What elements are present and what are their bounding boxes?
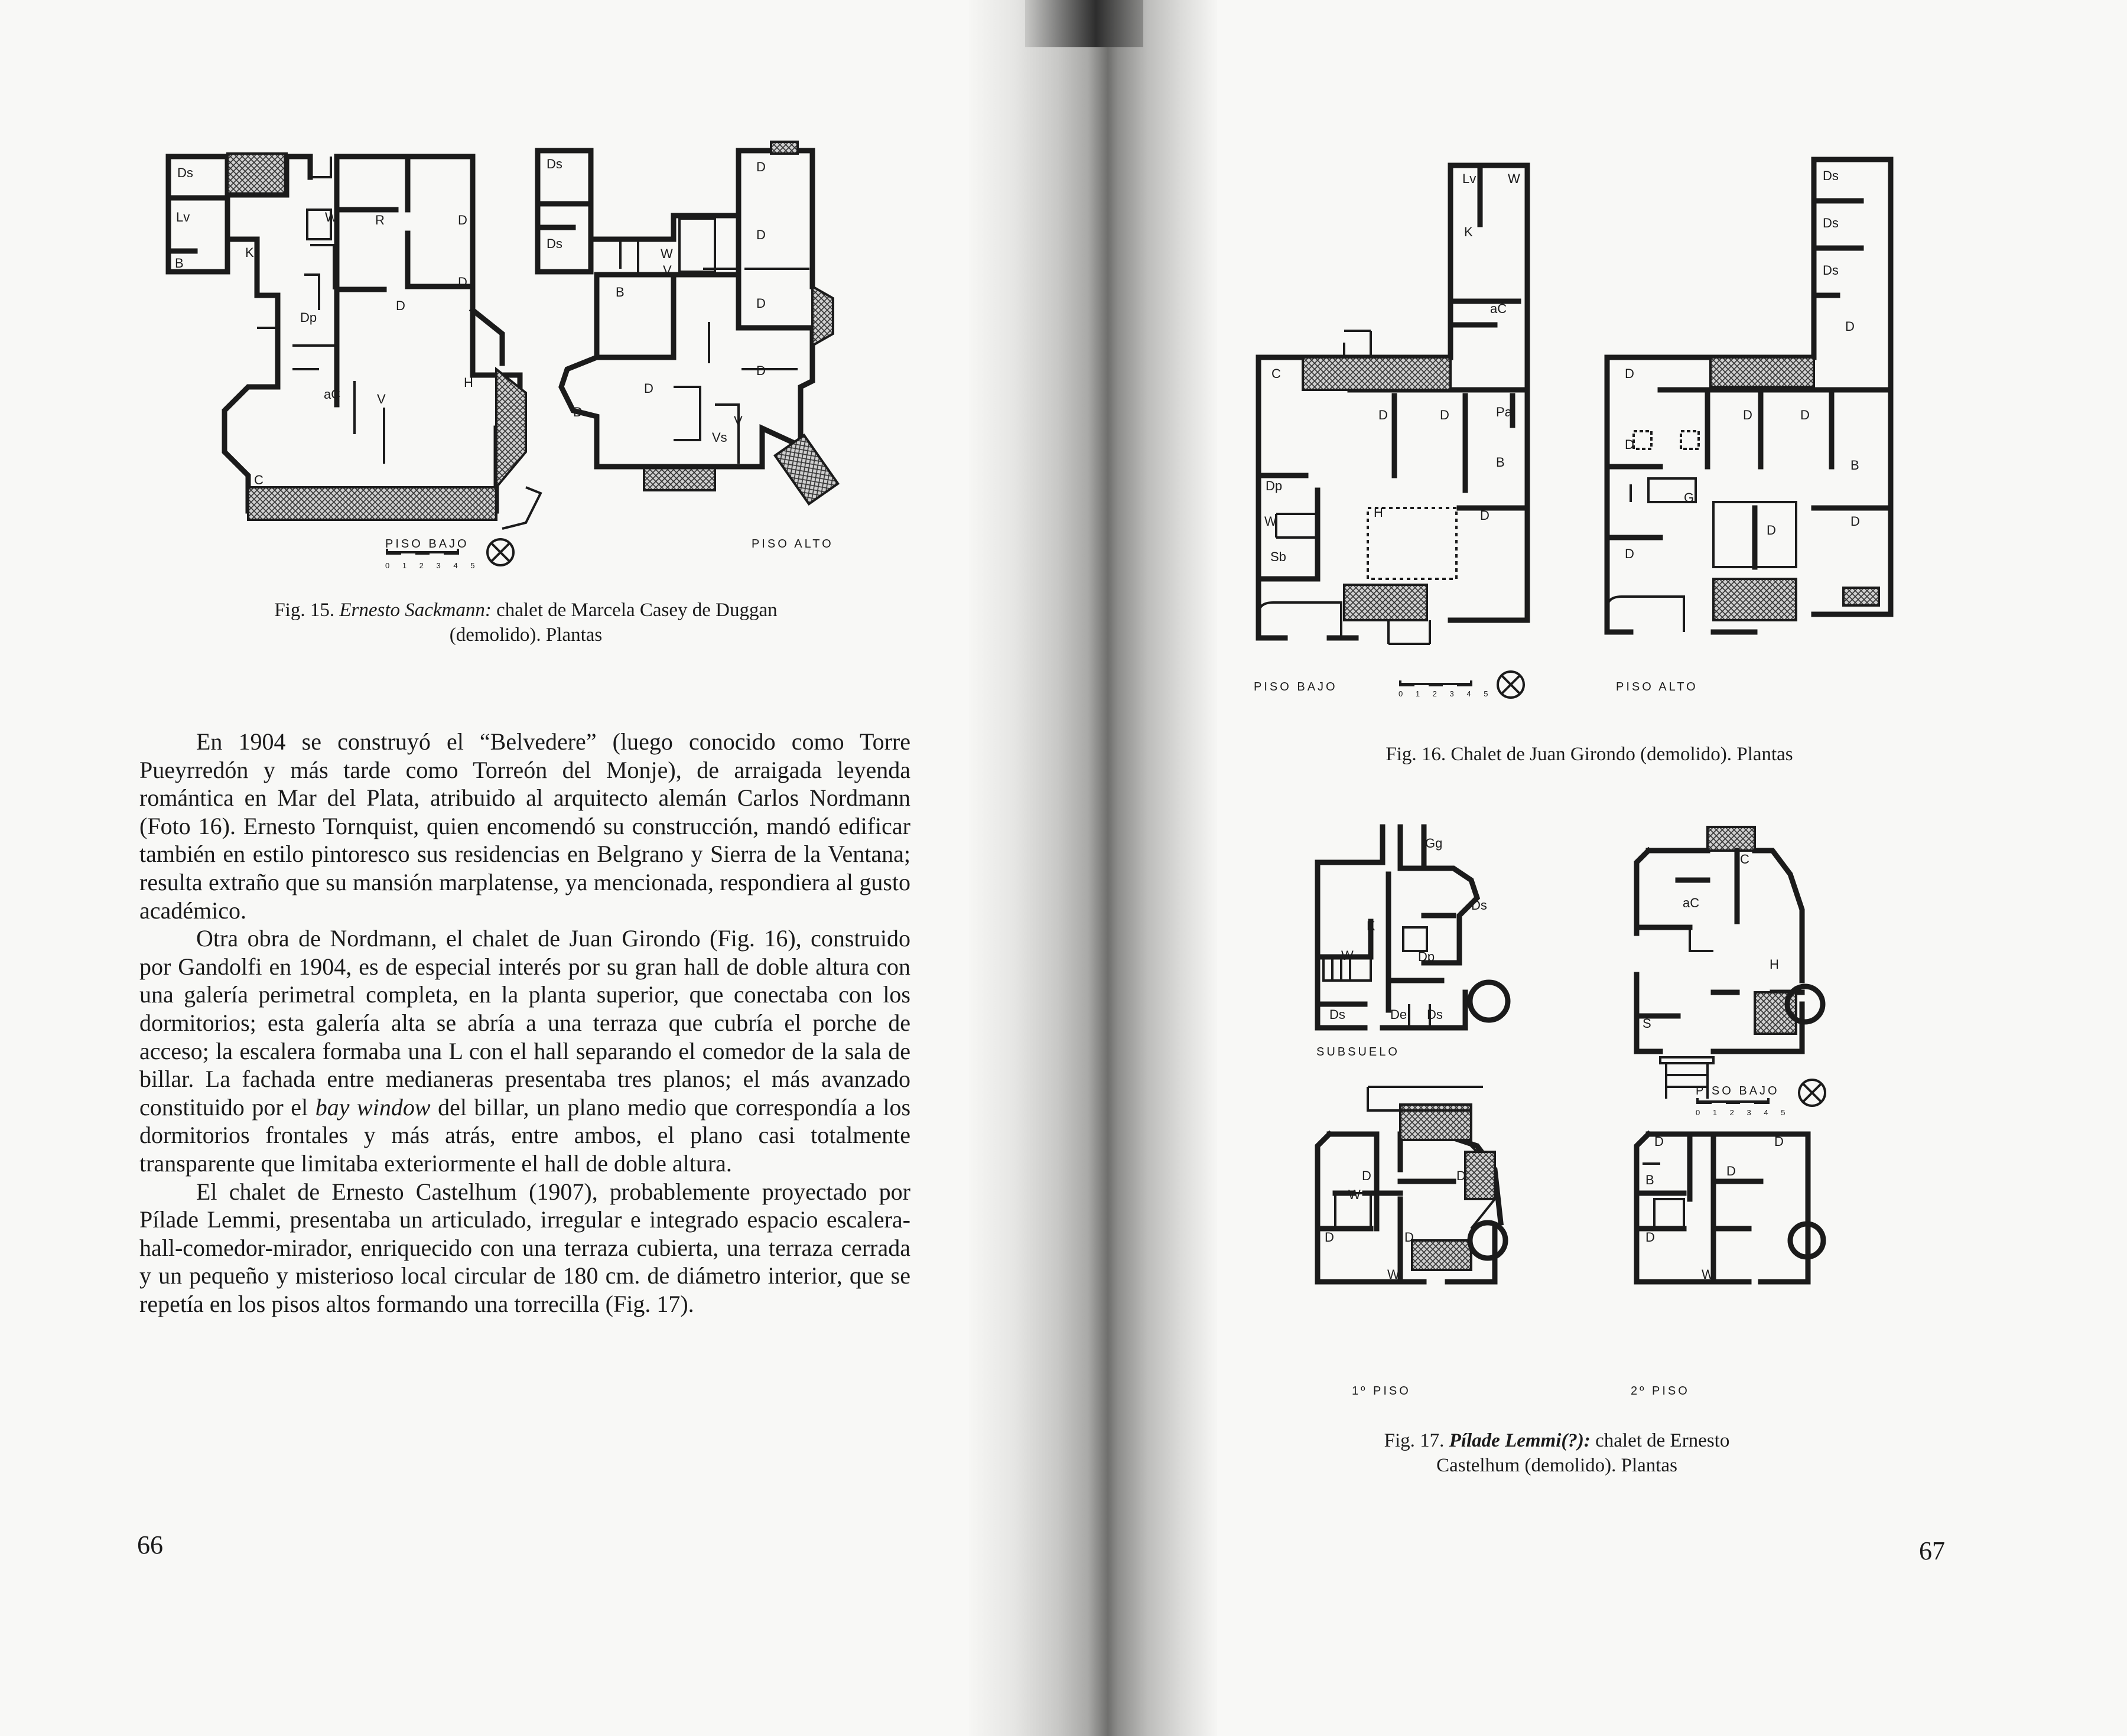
fig17-ground-plan bbox=[1637, 827, 1823, 1099]
paragraph-3: El chalet de Ernesto Castelhum (1907), probablemente proyectado por Pílade Lemmi, presentaba un articulado, irregular e integrado espacio escalera-hall-comedor-mirador, enriquecido con una terraza cubierta, una terraza cerrada y un pequeño y misterioso local circular de 180 cm. de diámetro interior, que se repetía en los pisos altos formando una torrecilla (Fig. 17). bbox=[139, 1178, 910, 1317]
fig15-caption-line2: (demolido). Plantas bbox=[449, 624, 603, 646]
page-number-left: 66 bbox=[137, 1530, 163, 1559]
svg-text:D: D bbox=[1625, 437, 1634, 452]
fig15-north-arrow bbox=[484, 536, 516, 568]
svg-text:D: D bbox=[1845, 319, 1855, 334]
fig17-scale-numbers: 0 1 2 3 4 5 bbox=[1696, 1108, 1791, 1117]
svg-text:D: D bbox=[1456, 1168, 1466, 1183]
svg-text:D: D bbox=[1774, 1134, 1784, 1149]
svg-text:D: D bbox=[756, 227, 766, 242]
svg-text:Ds: Ds bbox=[1823, 263, 1839, 278]
fig15-caption bbox=[177, 598, 874, 647]
page-number-right: 67 bbox=[1919, 1536, 1945, 1565]
fig16-scale-numbers: 0 1 2 3 4 5 bbox=[1399, 689, 1494, 698]
figure17-floorplans bbox=[1300, 815, 1867, 1359]
svg-text:Dp: Dp bbox=[1418, 949, 1435, 964]
svg-text:D: D bbox=[1645, 1230, 1655, 1245]
fig16-label-upper: PISO ALTO bbox=[1616, 680, 1698, 693]
svg-text:Dp: Dp bbox=[300, 310, 317, 325]
svg-text:W: W bbox=[661, 246, 673, 261]
svg-text:Dp: Dp bbox=[1266, 478, 1283, 493]
svg-text:D: D bbox=[1362, 1168, 1371, 1183]
svg-text:D: D bbox=[1625, 546, 1634, 561]
svg-text:K: K bbox=[1367, 919, 1375, 933]
svg-text:D: D bbox=[458, 275, 467, 289]
fig17-first-plan bbox=[1318, 1087, 1505, 1282]
gutter-shadow bbox=[1025, 0, 1143, 47]
fig17-caption bbox=[1303, 1428, 1811, 1478]
svg-text:C: C bbox=[1271, 366, 1281, 381]
svg-text:D: D bbox=[1743, 408, 1752, 422]
svg-text:G: G bbox=[1684, 490, 1695, 505]
svg-text:D: D bbox=[756, 363, 766, 378]
svg-text:D: D bbox=[1767, 523, 1776, 538]
fig17-caption-line2: Castelhum (demolido). Plantas bbox=[1436, 1455, 1677, 1476]
figure15-floorplans bbox=[160, 133, 904, 582]
svg-text:C: C bbox=[254, 473, 264, 487]
fig16-caption: Fig. 16. Chalet de Juan Girondo (demolido). Plantas bbox=[1386, 744, 1793, 765]
svg-text:D: D bbox=[1404, 1230, 1414, 1245]
svg-text:W: W bbox=[1508, 171, 1520, 186]
svg-text:D: D bbox=[756, 296, 766, 311]
svg-text:Ds: Ds bbox=[1471, 898, 1487, 913]
svg-text:W: W bbox=[1387, 1267, 1400, 1282]
svg-text:D: D bbox=[1480, 508, 1489, 523]
svg-text:Lv: Lv bbox=[176, 210, 190, 224]
fig15-caption-prefix: Fig. 15. bbox=[274, 600, 335, 621]
svg-text:Ds: Ds bbox=[1427, 1007, 1443, 1022]
figure16-floorplans bbox=[1247, 154, 1908, 673]
svg-text:H: H bbox=[1374, 505, 1383, 520]
fig17-caption-rest: chalet de Ernesto bbox=[1595, 1430, 1730, 1451]
svg-text:D: D bbox=[396, 298, 405, 313]
svg-text:D: D bbox=[1726, 1164, 1736, 1178]
svg-text:D: D bbox=[573, 405, 583, 419]
fig17-label-first: 1º PISO bbox=[1352, 1385, 1411, 1398]
fig15-caption-rest: chalet de Marcela Casey de Duggan bbox=[496, 600, 778, 621]
svg-text:V: V bbox=[734, 413, 743, 428]
fig17-caption-prefix: Fig. 17. bbox=[1384, 1430, 1445, 1451]
fig15-upper-plan bbox=[538, 142, 838, 504]
fig15-label-ground: PISO BAJO bbox=[385, 538, 469, 551]
svg-text:Ds: Ds bbox=[547, 157, 562, 171]
svg-text:W: W bbox=[1702, 1267, 1714, 1282]
svg-text:aC: aC bbox=[1683, 895, 1700, 910]
svg-text:D: D bbox=[756, 159, 766, 174]
svg-text:Lv: Lv bbox=[1462, 171, 1476, 186]
paragraph-2: Otra obra de Nordmann, el chalet de Juan Girondo (Fig. 16), construido por Gandolfi en 1904, es de especial interés por su gran hall de doble altura con una galería perimetral completa, en la planta superior, que conectaba con los dormitorios; esta galería alta se abría a una terraza que cubría el porche de acceso; la escalera formaba una L con el hall separando el comedor de la sala de billar. La fachada entre medianeras presentaba tres planos; el más avanzado constituido por el bay window del billar, un plano medio que correspondía a los dormitorios frontales y más atrás, entre ambos, el plano casi totalmente transparente que limitaba exteriormente el hall de doble altura. bbox=[139, 925, 911, 1177]
book-gutter bbox=[969, 0, 1217, 1736]
svg-text:K: K bbox=[245, 245, 254, 260]
svg-text:D: D bbox=[1378, 408, 1388, 422]
svg-text:Sb: Sb bbox=[1270, 549, 1286, 564]
svg-text:W: W bbox=[1341, 948, 1354, 963]
fig16-north-arrow bbox=[1495, 669, 1527, 701]
svg-text:K: K bbox=[1464, 224, 1473, 239]
fig17-north-arrow bbox=[1796, 1077, 1828, 1109]
svg-text:Pa: Pa bbox=[1496, 405, 1512, 419]
svg-text:B: B bbox=[175, 256, 184, 271]
svg-text:aC: aC bbox=[324, 387, 341, 402]
svg-text:B: B bbox=[1496, 455, 1505, 470]
fig17-label-basement: SUBSUELO bbox=[1316, 1045, 1400, 1058]
svg-text:D: D bbox=[1625, 366, 1634, 381]
fig16-ground-plan bbox=[1258, 165, 1527, 644]
svg-text:D: D bbox=[1440, 408, 1449, 422]
svg-text:D: D bbox=[644, 381, 653, 396]
fig16-label-ground: PISO BAJO bbox=[1254, 680, 1338, 693]
svg-text:aC: aC bbox=[1490, 301, 1507, 316]
fig16-upper-plan bbox=[1607, 159, 1891, 632]
paragraph-1: En 1904 se construyó el “Belvedere” (luego conocido como Torre Pueyrredón y más tarde como Torreón del Monje), de arraigada leyenda romántica en Mar del Plata, atribuido al arquitecto alemán Carlos Nordmann (Foto 16). Ernesto Tornquist, quien encomendó su construcción, mandó edificar también en estilo pintoresco sus residencias en Belgrano y Sierra de la Ventana; resulta extraño que su mansión marplatense, ya mencionada, respondiera al gusto académico. bbox=[139, 728, 910, 924]
svg-text:R: R bbox=[375, 213, 385, 227]
svg-text:Ds: Ds bbox=[1823, 216, 1839, 230]
svg-text:De: De bbox=[1390, 1007, 1407, 1022]
svg-text:B: B bbox=[1850, 458, 1859, 473]
svg-text:H: H bbox=[464, 375, 473, 390]
svg-text:W: W bbox=[1348, 1187, 1361, 1202]
svg-text:H: H bbox=[1770, 957, 1779, 972]
svg-text:V: V bbox=[663, 263, 672, 278]
svg-text:S: S bbox=[1643, 1016, 1651, 1031]
svg-text:C: C bbox=[1740, 852, 1749, 867]
svg-text:B: B bbox=[616, 285, 625, 299]
svg-text:Ds: Ds bbox=[177, 165, 193, 180]
svg-text:B: B bbox=[1645, 1172, 1654, 1187]
fig17-label-ground: PISO BAJO bbox=[1696, 1084, 1780, 1097]
svg-text:D: D bbox=[1654, 1134, 1664, 1149]
svg-text:Ds: Ds bbox=[547, 236, 562, 251]
fig17-basement-plan bbox=[1318, 827, 1508, 1028]
svg-text:W: W bbox=[325, 210, 337, 224]
fig17-label-second: 2º PISO bbox=[1631, 1385, 1690, 1398]
svg-text:Ds: Ds bbox=[1329, 1007, 1345, 1022]
svg-text:W: W bbox=[1264, 514, 1277, 529]
bay-window-term: bay window bbox=[315, 1093, 431, 1121]
svg-text:Gg: Gg bbox=[1425, 836, 1443, 851]
svg-text:V: V bbox=[377, 392, 386, 406]
svg-text:D: D bbox=[1850, 514, 1860, 529]
svg-text:D: D bbox=[1325, 1230, 1334, 1245]
fig17-caption-author: Pílade Lemmi(?): bbox=[1449, 1430, 1591, 1451]
body-text bbox=[139, 728, 910, 1318]
svg-text:Ds: Ds bbox=[1823, 168, 1839, 183]
svg-text:Vs: Vs bbox=[712, 430, 727, 445]
fig15-scale-numbers: 0 1 2 3 4 5 bbox=[385, 561, 480, 570]
svg-text:D: D bbox=[458, 213, 467, 227]
fig15-caption-author: Ernesto Sackmann: bbox=[339, 600, 492, 621]
svg-text:D: D bbox=[1800, 408, 1810, 422]
fig17-second-plan bbox=[1637, 1134, 1823, 1282]
fig15-label-upper: PISO ALTO bbox=[752, 538, 834, 551]
fig15-ground-plan bbox=[168, 154, 541, 529]
